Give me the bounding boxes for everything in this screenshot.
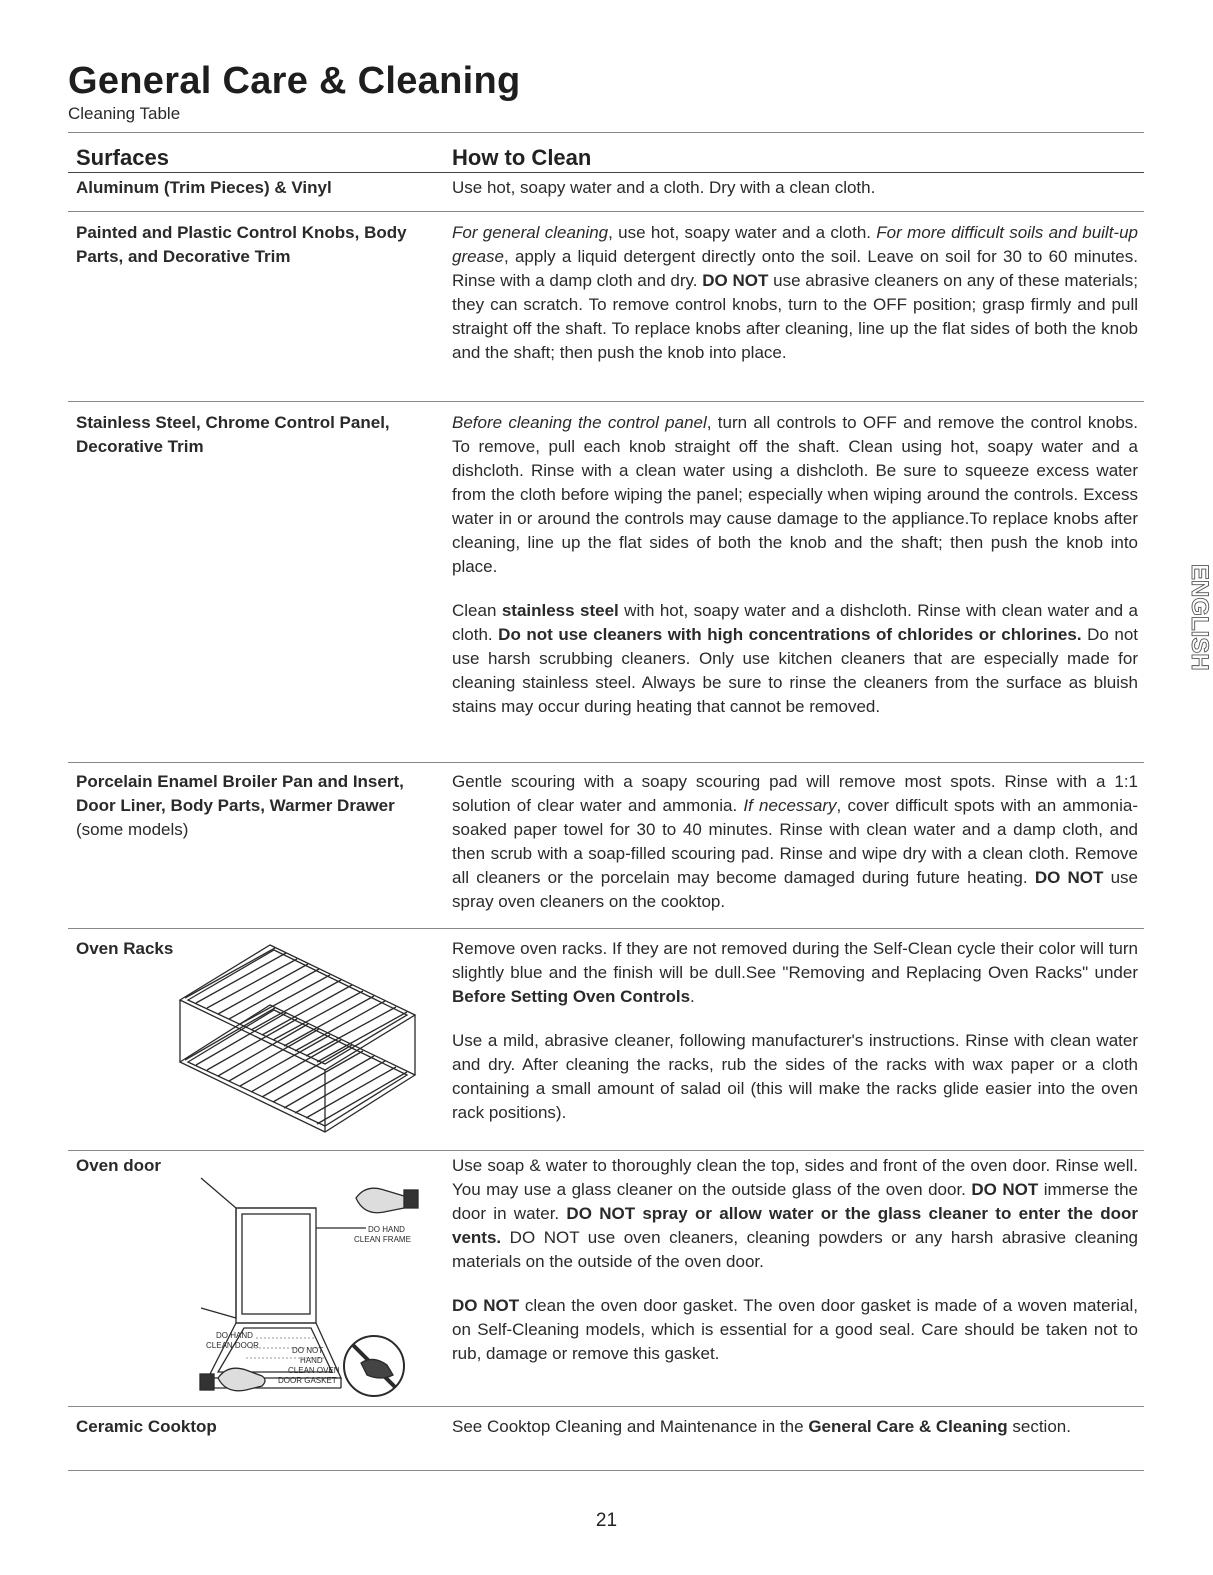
text-run: Before cleaning the control panel: [452, 413, 707, 432]
how-to-clean-text: [452, 937, 1138, 1125]
figure-label: HAND: [300, 1356, 323, 1365]
text-run: , cover difficult spots with an ammonia-soaked paper towel for 30 to 40 minutes. Rinse with clean water and a damp cloth, and then scrub with a soap-filled scouring pad. Rinse and wipe dry with a clean cloth. Remove all cleaners or the porcelain may become damaged during future heating.: [452, 796, 1138, 887]
page-subtitle: Cleaning Table: [68, 104, 181, 123]
how-to-clean-paragraph: [452, 599, 1138, 719]
row-divider: [68, 401, 1144, 402]
figure-label: DO NOT: [292, 1346, 324, 1355]
text-run: Use soap & water to thoroughly clean the top, sides and front of the oven door. Rinse well. You may use a glass cleaner on the outside glass of the oven door.: [452, 1156, 1138, 1199]
how-to-clean-text: [452, 770, 1138, 914]
figure-label: DO HAND: [368, 1225, 405, 1234]
figure-label: DOOR GASKET: [278, 1376, 337, 1385]
row-divider: [68, 1406, 1144, 1407]
text-run: Do not use harsh scrubbing cleaners. Only use kitchen cleaners that are especially made for cleaning stainless steel. Always be sure to rinse the cleaners from the surface as bluish stains may occur during heating that cannot be removed.: [452, 625, 1138, 716]
text-run: Remove oven racks. If they are not removed during the Self-Clean cycle their color will turn slightly blue and the finish will be dull.See "Removing and Replacing Oven Racks" under: [452, 939, 1138, 982]
how-to-clean-paragraph: [452, 770, 1138, 914]
surfaces-column-heading: Surfaces: [76, 145, 169, 170]
page-number: 21: [595, 1510, 618, 1531]
figure-label: DO HAND: [216, 1331, 253, 1340]
surface-label: Oven door: [76, 1156, 162, 1175]
how-to-clean-text: [452, 411, 1138, 719]
text-run: Do not use cleaners with high concentrations of chlorides or chlorines.: [498, 625, 1082, 644]
how-to-clean-paragraph: [452, 937, 1138, 1009]
side-tab-text: ENGLISH: [1186, 564, 1213, 671]
text-run: Use hot, soapy water and a cloth. Dry with a clean cloth.: [452, 178, 876, 197]
page-title: General Care & Cleaning: [68, 60, 521, 102]
how-to-clean-paragraph: [452, 411, 1138, 579]
text-run: use spray oven cleaners on the cooktop.: [452, 868, 1138, 911]
text-run: DO NOT: [452, 1296, 520, 1315]
text-run: For general cleaning: [452, 223, 609, 242]
text-run: , turn all controls to OFF and remove the control knobs. To remove, pull each knob straight off the shaft. Clean using hot, soapy water and a dishcloth. Rinse with a clean water using a dishcloth. Be sure to squeeze excess water from the cloth before wiping the panel; especially when wiping around the controls. Excess water in or around the controls may cause damage to the appliance.To replace knobs after cleaning, line up the flat sides of both the knob and the shaft; then push the knob into place.: [452, 413, 1139, 576]
figure-label: CLEAN FRAME: [354, 1235, 411, 1244]
how-to-clean-paragraph: [452, 1415, 1138, 1439]
surface-label: [76, 770, 426, 842]
text-run: section.: [1007, 1417, 1071, 1436]
text-run: For more difficult soils and built-up grease: [452, 223, 1138, 266]
how-to-clean-text: [452, 221, 1138, 365]
surface-label: Oven Racks: [76, 939, 174, 958]
how-to-clean-paragraph: [452, 1294, 1138, 1366]
text-run: If necessary: [743, 796, 837, 815]
text-run: .: [690, 987, 695, 1006]
column-heading-divider: [68, 172, 1144, 173]
text-run: DO NOT use oven cleaners, cleaning powders or any harsh abrasive cleaning materials on the outside of the oven door.: [452, 1228, 1138, 1271]
text-run: use abrasive cleaners on any of these materials; they can scratch. To remove control knobs, turn to the OFF position; grasp firmly and pull straight off the shaft. To replace knobs after cleaning, line up the flat sides of both the knob and the shaft; then push the knob into place.: [452, 271, 1139, 362]
row-divider: [68, 1470, 1144, 1471]
row-divider: [68, 211, 1144, 212]
text-run: DO NOT spray or allow water or the glass cleaner to enter the door vents.: [452, 1204, 1138, 1247]
how-to-clean-paragraph: [452, 1154, 1138, 1274]
text-run: DO NOT: [702, 271, 769, 290]
text-run: General Care & Cleaning: [808, 1417, 1008, 1436]
surface-label-note: (some models): [76, 820, 189, 839]
surface-label: Painted and Plastic Control Knobs, Body Parts, and Decorative Trim: [76, 223, 407, 266]
row-divider: [68, 1150, 1144, 1151]
oven-door-illustration: [196, 1178, 432, 1404]
header-divider: [68, 132, 1144, 133]
surface-label: Aluminum (Trim Pieces) & Vinyl: [76, 178, 332, 197]
how-to-clean-paragraph: [452, 1029, 1138, 1125]
surface-label: Ceramic Cooktop: [76, 1417, 217, 1436]
how-to-clean-text: [452, 1415, 1138, 1439]
text-run: DO NOT: [1034, 868, 1104, 887]
text-run: Before Setting Oven Controls: [452, 987, 691, 1006]
oven-racks-illustration: [175, 940, 420, 1140]
text-run: with hot, soapy water and a dishcloth. Rinse with clean water and a cloth.: [452, 601, 1138, 644]
surface-label: Stainless Steel, Chrome Control Panel, Decorative Trim: [76, 413, 390, 456]
text-run: stainless steel: [501, 601, 619, 620]
text-run: Use a mild, abrasive cleaner, following manufacturer's instructions. Rinse with clean water and dry. After cleaning the racks, rub the sides of the racks with wax paper or a cloth containing a small amount of salad oil (this will make the racks glide easier into the oven rack positions).: [452, 1031, 1138, 1122]
surface-label-text: Porcelain Enamel Broiler Pan and Insert, Door Liner, Body Parts, Warmer Drawer: [76, 772, 404, 815]
figure-label: CLEAN DOOR: [206, 1341, 259, 1350]
how-to-clean-text: [452, 176, 1138, 200]
figure-label: CLEAN OVEN: [288, 1366, 340, 1375]
how-to-clean-paragraph: [452, 176, 1138, 200]
language-side-tab: [1176, 560, 1213, 710]
text-run: clean the oven door gasket. The oven door gasket is made of a woven material, on Self-Cleaning models, which is essential for a good seal. Care should be taken not to rub, damage or remove this gasket.: [452, 1296, 1139, 1363]
row-divider: [68, 928, 1144, 929]
row-divider: [68, 762, 1144, 763]
text-run: DO NOT: [971, 1180, 1039, 1199]
text-run: See Cooktop Cleaning and Maintenance in the: [452, 1417, 809, 1436]
how-to-clean-column-heading: How to Clean: [452, 145, 592, 170]
text-run: Gentle scouring with a soapy scouring pad will remove most spots. Rinse with a 1:1 solution of clear water and ammonia.: [452, 772, 1138, 815]
how-to-clean-paragraph: [452, 221, 1138, 365]
how-to-clean-text: [452, 1154, 1138, 1366]
text-run: , apply a liquid detergent directly onto the soil. Leave on soil for 30 to 60 minutes. Rinse with a damp cloth and dry.: [452, 247, 1138, 290]
text-run: immerse the door in water.: [452, 1180, 1139, 1223]
text-run: Clean: [452, 601, 502, 620]
text-run: , use hot, soapy water and a cloth.: [608, 223, 877, 242]
